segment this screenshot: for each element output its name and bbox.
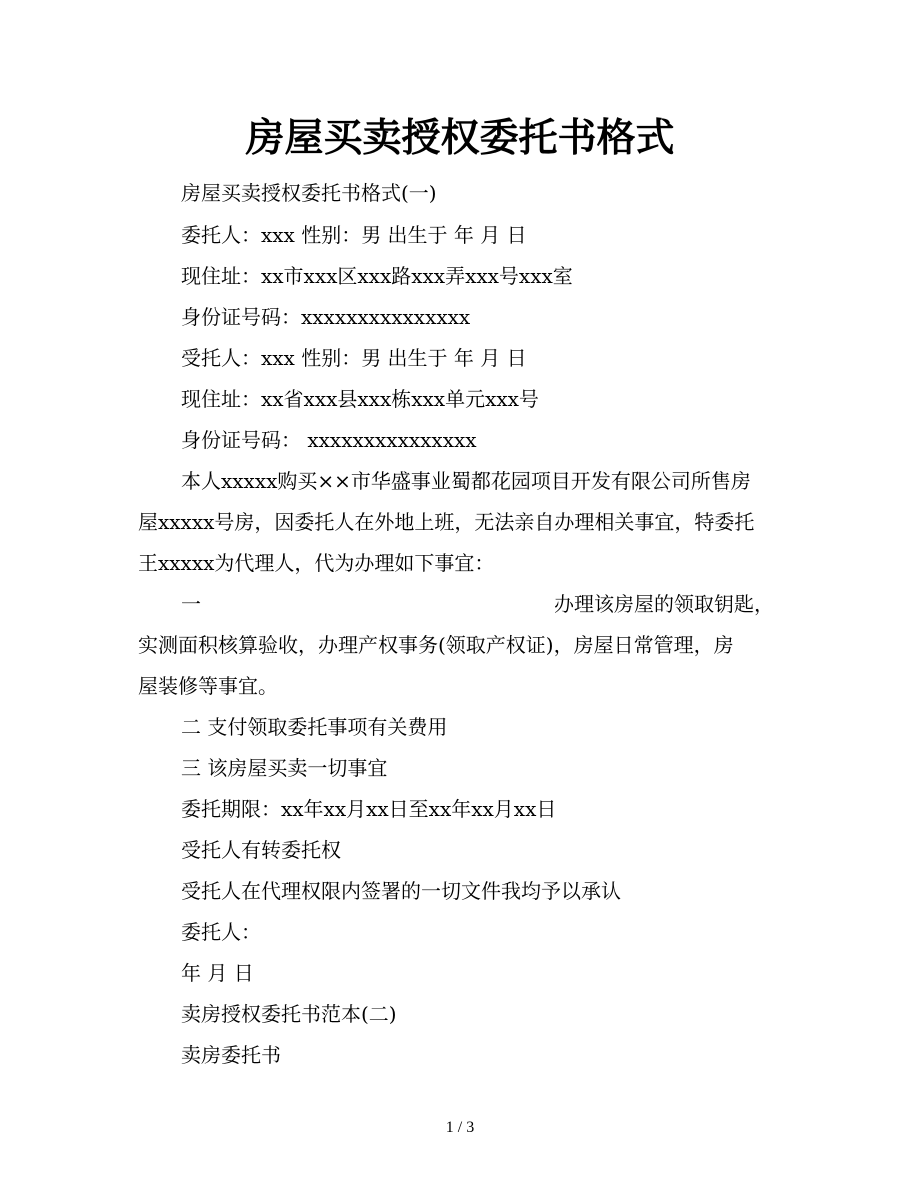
item-three: 三 该房屋买卖一切事宜	[181, 756, 388, 780]
item-two: 二 支付领取委托事项有关费用	[181, 715, 448, 739]
item-number-one: 一	[181, 592, 201, 616]
page-number: 1 / 3	[445, 1119, 475, 1136]
sub-delegation-note: 受托人有转委托权	[181, 838, 341, 862]
term-period: 委托期限：xx年xx月xx日至xx年xx月xx日	[181, 797, 557, 821]
signature-principal: 委托人：	[181, 920, 261, 944]
acknowledgement: 受托人在代理权限内签署的一切文件我均予以承认	[181, 879, 621, 903]
agent-address: 现住址：xx省xxx县xxx栋xxx单元xxx号	[181, 387, 539, 411]
signature-date: 年 月 日	[181, 961, 254, 985]
item-one-text: 屋装修等事宜。	[138, 674, 278, 698]
principal-info: 委托人：xxx 性别：男 出生于 年 月 日	[181, 223, 527, 247]
section-subheading: 卖房委托书	[181, 1043, 281, 1067]
paragraph-line: 屋xxxxx号房，因委托人在外地上班，无法亲自办理相关事宜，特委托	[138, 510, 755, 534]
principal-id-number: 身份证号码：xxxxxxxxxxxxxxx	[181, 305, 471, 329]
section-heading-2: 卖房授权委托书范本(二)	[181, 1002, 397, 1026]
paragraph-line: 本人xxxxx购买××市华盛事业蜀都花园项目开发有限公司所售房	[181, 469, 751, 493]
principal-address: 现住址：xx市xxx区xxx路xxx弄xxx号xxx室	[181, 264, 573, 288]
document-title: 房屋买卖授权委托书格式	[245, 115, 675, 161]
item-one-text: 办理该房屋的领取钥匙，	[554, 592, 774, 616]
agent-id-number: 身份证号码： xxxxxxxxxxxxxxx	[181, 428, 477, 452]
paragraph-line: 王xxxxx为代理人，代为办理如下事宜：	[138, 551, 495, 575]
item-one-text: 实测面积核算验收，办理产权事务(领取产权证)，房屋日常管理，房	[138, 633, 734, 657]
section-heading-1: 房屋买卖授权委托书格式(一)	[181, 181, 437, 205]
agent-info: 受托人：xxx 性别：男 出生于 年 月 日	[181, 346, 527, 370]
